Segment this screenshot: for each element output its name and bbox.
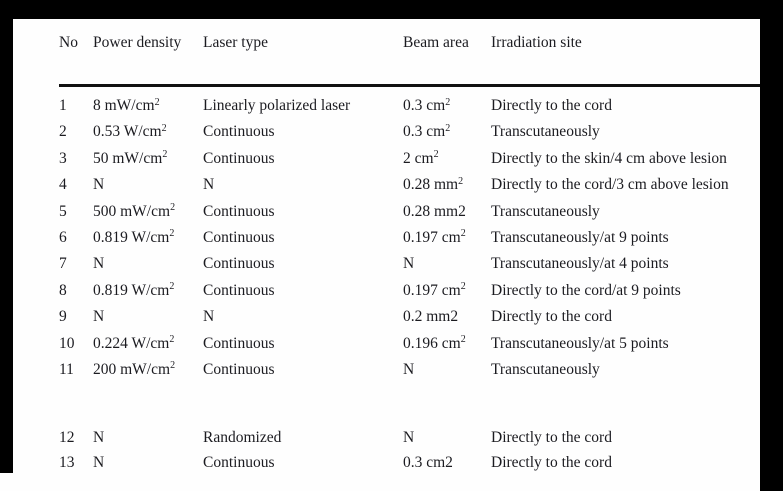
cell-no: 3 — [59, 149, 67, 167]
power-density-value: N — [93, 176, 105, 194]
beam-area-value: 0.197 cm — [403, 281, 461, 299]
beam-area-value: 0.3 cm2 — [403, 454, 453, 471]
header-rule — [59, 84, 760, 87]
cell-irradiation-site: Directly to the cord — [491, 97, 612, 114]
cell-no: 2 — [59, 123, 67, 141]
power-density-value: N — [93, 255, 105, 273]
beam-area-superscript: 2 — [460, 228, 466, 240]
cell-irradiation-site: Directly to the cord — [491, 454, 612, 471]
column-header-beam-area: Beam area — [403, 34, 469, 51]
power-density-value: 8 mW/cm — [93, 97, 155, 114]
beam-area-superscript: 2 — [433, 149, 439, 161]
cell-no: 5 — [59, 202, 67, 220]
cell-laser-type: Linearly polarized laser — [203, 97, 351, 114]
power-density-superscript: 2 — [170, 360, 176, 372]
cell-laser-type: Continuous — [203, 149, 275, 167]
power-density-value: N — [93, 429, 105, 446]
power-density-superscript: 2 — [162, 149, 168, 161]
table-row — [59, 304, 760, 330]
power-density-superscript: 2 — [161, 122, 167, 134]
cell-beam-area — [403, 199, 491, 225]
cell-no: 11 — [59, 360, 74, 378]
power-density-value: 0.53 W/cm — [93, 123, 162, 141]
cell-beam-area — [403, 225, 491, 251]
cell-laser-type: Continuous — [203, 281, 275, 299]
power-density-superscript: 2 — [170, 202, 176, 214]
beam-area-superscript: 2 — [460, 281, 466, 293]
cell-power-density — [93, 199, 203, 225]
cell-irradiation-site: Transcutaneously — [491, 202, 600, 220]
table-row — [59, 331, 760, 357]
cell-irradiation-site: Transcutaneously/at 5 points — [491, 334, 669, 352]
cell-beam-area — [403, 357, 491, 383]
power-density-value: 0.819 W/cm — [93, 228, 170, 246]
cell-irradiation-site: Transcutaneously — [491, 360, 600, 378]
cell-no: 6 — [59, 228, 67, 246]
cell-laser-type: Continuous — [203, 123, 275, 141]
cell-power-density — [93, 425, 203, 450]
table-row — [59, 146, 760, 172]
cell-no: 13 — [59, 454, 75, 471]
cell-irradiation-site: Directly to the cord — [491, 429, 612, 446]
beam-area-value: N — [403, 360, 415, 378]
cell-irradiation-site: Transcutaneously/at 4 points — [491, 255, 669, 273]
cell-power-density — [93, 172, 203, 198]
table-row — [59, 357, 760, 383]
power-density-value: 50 mW/cm — [93, 149, 163, 167]
power-density-superscript: 2 — [154, 96, 160, 108]
cell-power-density — [93, 278, 203, 304]
cell-no: 12 — [59, 429, 75, 446]
cell-power-density — [93, 357, 203, 383]
power-density-value: 0.224 W/cm — [93, 334, 170, 352]
cell-beam-area — [403, 278, 491, 304]
cell-irradiation-site: Directly to the cord/3 cm above lesion — [491, 176, 729, 194]
beam-area-value: N — [403, 429, 415, 446]
cell-power-density — [93, 251, 203, 277]
beam-area-value: 0.2 mm2 — [403, 308, 459, 326]
cell-laser-type: Continuous — [203, 255, 275, 273]
cell-power-density — [93, 331, 203, 357]
cell-no: 9 — [59, 308, 67, 326]
cell-laser-type: Continuous — [203, 228, 275, 246]
power-density-value: N — [93, 308, 105, 326]
table-body-upper — [59, 93, 760, 383]
cell-laser-type: Randomized — [203, 429, 282, 446]
cell-irradiation-site: Directly to the cord/at 9 points — [491, 281, 681, 299]
beam-area-value: 0.3 cm — [403, 123, 446, 141]
cell-beam-area — [403, 93, 491, 119]
cell-laser-type: Continuous — [203, 202, 275, 220]
beam-area-value: 0.197 cm — [403, 228, 461, 246]
column-header-laser-type: Laser type — [203, 34, 268, 51]
cell-irradiation-site: Directly to the cord — [491, 308, 612, 326]
cell-irradiation-site: Directly to the skin/4 cm above lesion — [491, 149, 727, 167]
cell-no: 8 — [59, 281, 67, 299]
scan-corner-notch — [0, 473, 13, 491]
beam-area-superscript: 2 — [445, 96, 451, 108]
beam-area-superscript: 2 — [445, 122, 451, 134]
power-density-value: 500 mW/cm — [93, 202, 171, 220]
cell-power-density — [93, 119, 203, 145]
cell-power-density — [93, 146, 203, 172]
cell-no: 7 — [59, 255, 67, 273]
cell-laser-type: Continuous — [203, 334, 275, 352]
cell-no: 10 — [59, 334, 75, 352]
cell-no: 1 — [59, 97, 67, 114]
cell-beam-area — [403, 119, 491, 145]
beam-area-value: 0.28 mm — [403, 176, 459, 194]
beam-area-superscript: 2 — [458, 175, 464, 187]
cell-laser-type: N — [203, 176, 215, 194]
power-density-superscript: 2 — [169, 334, 175, 346]
table-row — [59, 119, 760, 145]
cell-beam-area — [403, 425, 491, 450]
power-density-value: N — [93, 454, 105, 471]
beam-area-value: N — [403, 255, 415, 273]
beam-area-value: 0.196 cm — [403, 334, 461, 352]
cell-power-density — [93, 450, 203, 475]
table-header-row — [59, 32, 760, 54]
cell-beam-area — [403, 172, 491, 198]
table-row — [59, 450, 760, 475]
table-row — [59, 225, 760, 251]
beam-area-value: 0.28 mm2 — [403, 202, 466, 220]
paper-page — [13, 19, 760, 491]
cell-irradiation-site: Transcutaneously — [491, 123, 600, 141]
beam-area-value: 0.3 cm — [403, 97, 446, 114]
beam-area-superscript: 2 — [460, 334, 466, 346]
power-density-value: 200 mW/cm — [93, 360, 171, 378]
cell-power-density — [93, 225, 203, 251]
cell-no: 4 — [59, 176, 67, 194]
column-header-no: No — [59, 34, 78, 51]
table-row — [59, 172, 760, 198]
cell-laser-type: Continuous — [203, 360, 275, 378]
power-density-value: 0.819 W/cm — [93, 281, 170, 299]
cell-beam-area — [403, 251, 491, 277]
table-row — [59, 278, 760, 304]
table-body-lower — [59, 425, 760, 475]
table-row — [59, 425, 760, 450]
power-density-superscript: 2 — [169, 281, 175, 293]
power-density-superscript: 2 — [169, 228, 175, 240]
table-row — [59, 199, 760, 225]
table-row — [59, 93, 760, 119]
column-header-irradiation-site: Irradiation site — [491, 34, 582, 51]
cell-beam-area — [403, 331, 491, 357]
cell-power-density — [93, 304, 203, 330]
beam-area-value: 2 cm — [403, 149, 434, 167]
cell-beam-area — [403, 450, 491, 475]
cell-beam-area — [403, 304, 491, 330]
cell-irradiation-site: Transcutaneously/at 9 points — [491, 228, 669, 246]
column-header-power-density: Power density — [93, 34, 182, 51]
cell-laser-type: N — [203, 308, 215, 326]
table-row — [59, 251, 760, 277]
cell-beam-area — [403, 146, 491, 172]
cell-laser-type: Continuous — [203, 454, 275, 471]
cell-power-density — [93, 93, 203, 119]
